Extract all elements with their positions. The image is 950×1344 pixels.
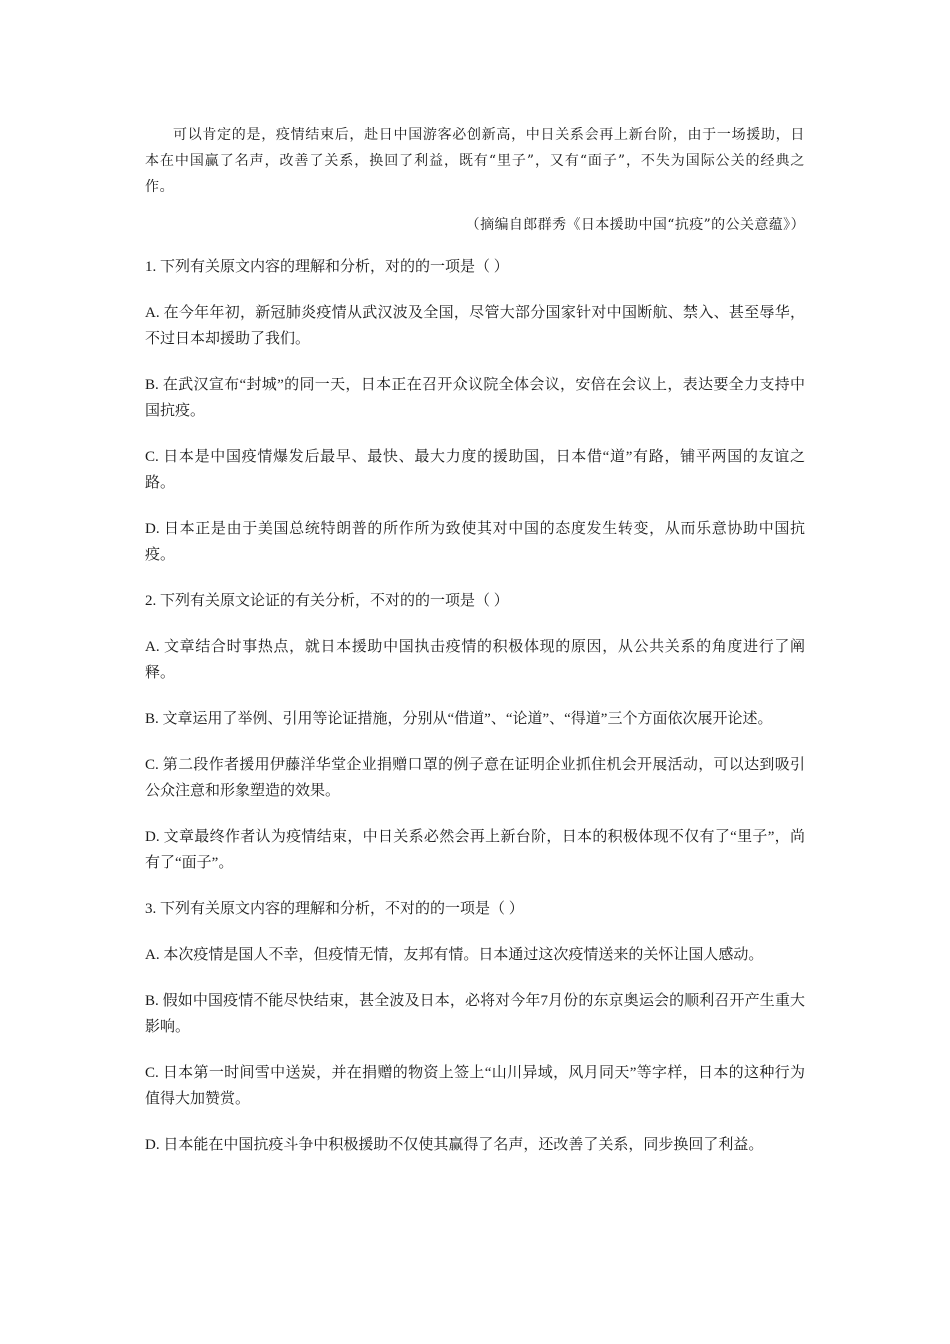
option-c: C. 日本第一时间雪中送炭，并在捐赠的物资上签上“山川异域，风月同天”等字样，日本的这种行为值得大加赞赏。	[145, 1065, 805, 1107]
option-b: B. 在武汉宣布“封城”的同一天，日本正在召开众议院全体会议，安倍在会议上，表达要全力支持中国抗疫。	[145, 377, 805, 419]
option-d: D. 文章最终作者认为疫情结束，中日关系必然会再上新台阶，日本的积极体现不仅有了“里子”，尚有了“面子”。	[145, 829, 805, 871]
option-a: A. 本次疫情是国人不幸，但疫情无情，友邦有情。日本通过这次疫情送来的关怀让国人感动。	[145, 947, 764, 963]
option-b: B. 文章运用了举例、引用等论证措施，分别从“借道”、“论道”、“得道”三个方面依次展开论述。	[145, 711, 773, 727]
option-d: D. 日本能在中国抗疫斗争中积极援助不仅使其赢得了名声，还改善了关系，同步换回了利益。	[145, 1137, 764, 1153]
option-a: A. 文章结合时事热点，就日本援助中国执击疫情的积极体现的原因，从公共关系的角度进行了阐释。	[145, 639, 805, 681]
option-c: C. 第二段作者援用伊藤洋华堂企业捐赠口罩的例子意在证明企业抓住机会开展活动，可以达到吸引公众注意和形象塑造的效果。	[145, 757, 805, 799]
question-2	[145, 588, 805, 876]
document-page	[145, 122, 805, 1158]
option-b: B. 假如中国疫情不能尽快结束，甚全波及日本，必将对今年7月份的东京奥运会的顺利召开产生重大影响。	[145, 993, 805, 1035]
option-a: A. 在今年年初，新冠肺炎疫情从武汉波及全国，尽管大部分国家针对中国断航、禁入、甚至辱华，不过日本却援助了我们。	[145, 305, 805, 347]
passage-paragraph: 可以肯定的是，疫情结束后，赴日中国游客必创新高，中日关系会再上新台阶，由于一场援助，日本在中国赢了名声，改善了关系，换回了利益，既有“里子”，又有“面子”，不失为国际公关的经典之作。	[145, 127, 805, 195]
option-c: C. 日本是中国疫情爆发后最早、最快、最大力度的援助国，日本借“道”有路，铺平两国的友谊之路。	[145, 449, 805, 491]
option-d: D. 日本正是由于美国总统特朗普的所作所为致使其对中国的态度发生转变，从而乐意协助中国抗疫。	[145, 521, 805, 563]
question-stem: 2. 下列有关原文论证的有关分析，不对的的一项是（ ）	[145, 593, 509, 609]
question-1	[145, 254, 805, 568]
question-stem: 1. 下列有关原文内容的理解和分析，对的的一项是（ ）	[145, 259, 509, 275]
question-stem: 3. 下列有关原文内容的理解和分析，不对的的一项是（ ）	[145, 901, 524, 917]
passage-source: （摘编自郎群秀《日本援助中国“抗疫”的公关意蕴》）	[465, 217, 805, 233]
question-3	[145, 896, 805, 1158]
